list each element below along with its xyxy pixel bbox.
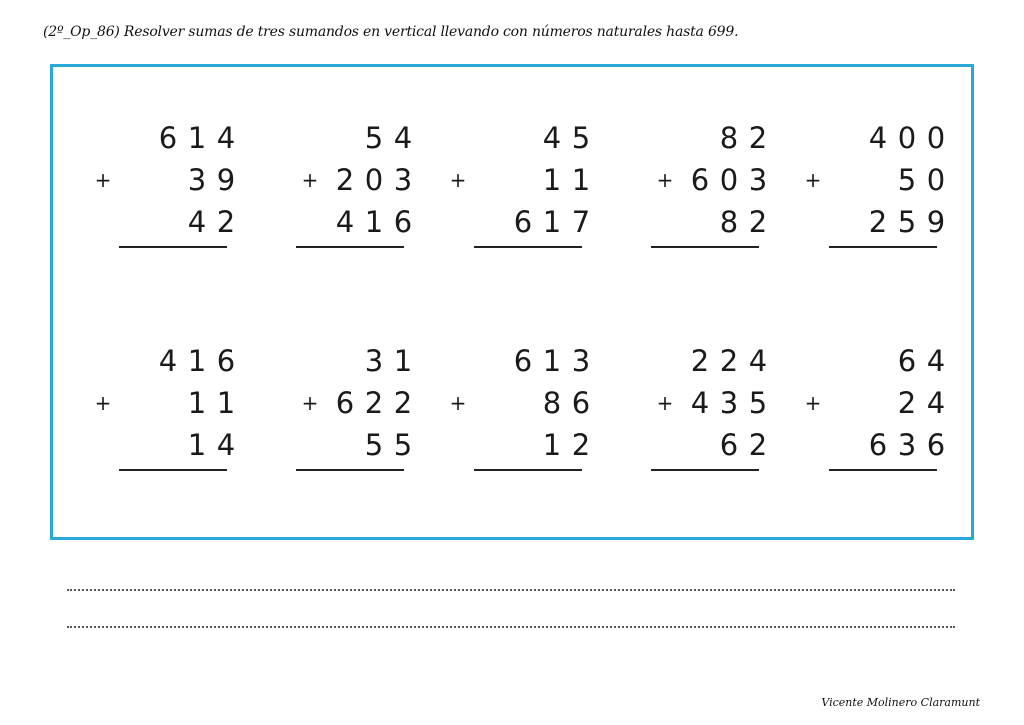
digit: 0 (926, 163, 946, 197)
addend-row (800, 119, 946, 159)
addend-row (445, 384, 591, 424)
digit: 3 (897, 428, 917, 462)
sum-rule-line (829, 469, 937, 471)
digit: 6 (690, 163, 710, 197)
digit: 3 (748, 163, 768, 197)
plus-sign: + (94, 391, 112, 415)
exercise-frame (50, 64, 974, 540)
digit: 6 (393, 205, 413, 239)
plus-sign: + (804, 391, 822, 415)
digit: 2 (571, 428, 591, 462)
digit: 1 (364, 205, 384, 239)
digit: 9 (216, 163, 236, 197)
digit: 2 (897, 386, 917, 420)
digit: 5 (393, 428, 413, 462)
sum-rule-line (119, 246, 227, 248)
digit: 4 (216, 121, 236, 155)
addend-row (90, 384, 236, 424)
digit: 3 (719, 386, 739, 420)
digit: 6 (868, 428, 888, 462)
digit: 8 (719, 205, 739, 239)
digit: 6 (513, 205, 533, 239)
digit: 1 (542, 163, 562, 197)
addend-row (90, 426, 236, 466)
addition-problem (622, 342, 768, 472)
digit: 6 (216, 344, 236, 378)
digit: 5 (748, 386, 768, 420)
addition-problem (445, 119, 591, 249)
digit: 6 (513, 344, 533, 378)
addition-problem (622, 119, 768, 249)
digit: 0 (897, 121, 917, 155)
digit: 0 (719, 163, 739, 197)
addend-row (800, 203, 946, 243)
addition-problem (90, 119, 236, 249)
sum-rule-line (474, 246, 582, 248)
addend-row (445, 342, 591, 382)
addend-row (90, 342, 236, 382)
digit: 5 (897, 163, 917, 197)
digit: 3 (571, 344, 591, 378)
answer-line-1 (67, 589, 955, 591)
addend-row (445, 119, 591, 159)
sum-rule-line (829, 246, 937, 248)
addend-row (445, 426, 591, 466)
addend-row (445, 203, 591, 243)
digit: 5 (571, 121, 591, 155)
addend-row (800, 384, 946, 424)
digit: 4 (187, 205, 207, 239)
digit: 1 (216, 386, 236, 420)
addition-problem (800, 342, 946, 472)
digit: 3 (187, 163, 207, 197)
digit: 1 (187, 121, 207, 155)
addend-row (90, 161, 236, 201)
addend-row (622, 426, 768, 466)
addition-problem (267, 119, 413, 249)
digit: 4 (216, 428, 236, 462)
addend-row (267, 342, 413, 382)
digit: 5 (364, 121, 384, 155)
author-signature: Vicente Molinero Claramunt (821, 696, 980, 709)
digit: 1 (542, 344, 562, 378)
plus-sign: + (301, 168, 319, 192)
digit: 7 (571, 205, 591, 239)
addend-row (267, 203, 413, 243)
digit: 4 (335, 205, 355, 239)
plus-sign: + (301, 391, 319, 415)
digit: 1 (571, 163, 591, 197)
sum-rule-line (651, 469, 759, 471)
digit: 4 (690, 386, 710, 420)
addition-problem (800, 119, 946, 249)
digit: 2 (364, 386, 384, 420)
digit: 2 (748, 428, 768, 462)
digit: 6 (897, 344, 917, 378)
addend-row (90, 119, 236, 159)
digit: 1 (542, 428, 562, 462)
addition-problem (90, 342, 236, 472)
digit: 1 (393, 344, 413, 378)
sum-rule-line (296, 246, 404, 248)
addend-row (267, 161, 413, 201)
sum-rule-line (651, 246, 759, 248)
digit: 2 (748, 205, 768, 239)
digit: 4 (868, 121, 888, 155)
addition-problem (445, 342, 591, 472)
digit: 4 (926, 386, 946, 420)
addend-row (622, 203, 768, 243)
digit: 9 (926, 205, 946, 239)
digit: 0 (364, 163, 384, 197)
digit: 6 (926, 428, 946, 462)
sum-rule-line (474, 469, 582, 471)
addend-row (800, 426, 946, 466)
plus-sign: + (449, 391, 467, 415)
plus-sign: + (656, 391, 674, 415)
digit: 4 (926, 344, 946, 378)
plus-sign: + (94, 168, 112, 192)
digit: 1 (187, 386, 207, 420)
addend-row (267, 119, 413, 159)
digit: 2 (748, 121, 768, 155)
addend-row (800, 161, 946, 201)
digit: 4 (393, 121, 413, 155)
addend-row (622, 342, 768, 382)
addend-row (267, 384, 413, 424)
digit: 2 (719, 344, 739, 378)
addend-row (90, 203, 236, 243)
plus-sign: + (449, 168, 467, 192)
addend-row (622, 384, 768, 424)
digit: 2 (393, 386, 413, 420)
addend-row (800, 342, 946, 382)
digit: 1 (542, 205, 562, 239)
digit: 3 (364, 344, 384, 378)
digit: 8 (542, 386, 562, 420)
answer-line-2 (67, 626, 955, 628)
digit: 8 (719, 121, 739, 155)
addition-problem (267, 342, 413, 472)
digit: 6 (158, 121, 178, 155)
addend-row (267, 426, 413, 466)
sum-rule-line (119, 469, 227, 471)
digit: 1 (187, 428, 207, 462)
digit: 4 (542, 121, 562, 155)
digit: 2 (335, 163, 355, 197)
digit: 0 (926, 121, 946, 155)
digit: 2 (216, 205, 236, 239)
digit: 2 (868, 205, 888, 239)
digit: 6 (719, 428, 739, 462)
plus-sign: + (656, 168, 674, 192)
addend-row (622, 161, 768, 201)
addend-row (445, 161, 591, 201)
digit: 4 (158, 344, 178, 378)
digit: 4 (748, 344, 768, 378)
digit: 2 (690, 344, 710, 378)
sum-rule-line (296, 469, 404, 471)
digit: 5 (364, 428, 384, 462)
addend-row (622, 119, 768, 159)
digit: 6 (335, 386, 355, 420)
digit: 6 (571, 386, 591, 420)
digit: 3 (393, 163, 413, 197)
plus-sign: + (804, 168, 822, 192)
digit: 5 (897, 205, 917, 239)
worksheet-title: (2º_Op_86) Resolver sumas de tres sumandos en vertical llevando con números naturales hasta 699. (43, 24, 739, 40)
digit: 1 (187, 344, 207, 378)
